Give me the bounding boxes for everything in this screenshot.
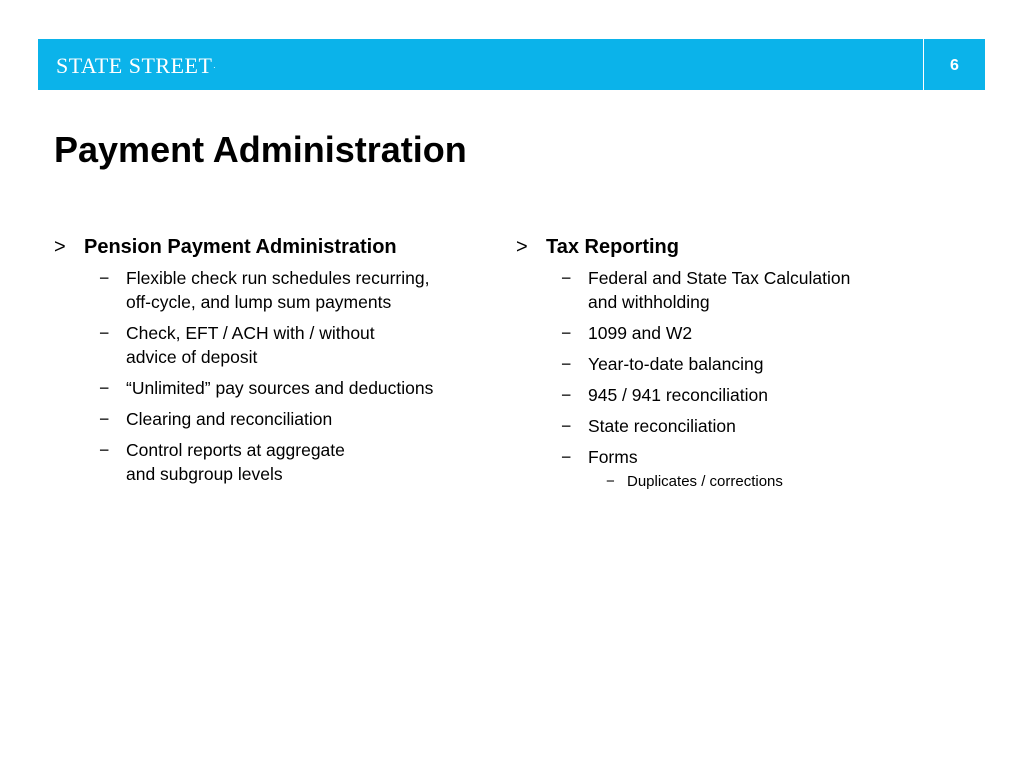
- dash-bullet-icon: −: [606, 473, 615, 490]
- item-line: 945 / 941 reconciliation: [588, 385, 768, 405]
- right-sub-list: [516, 472, 956, 492]
- header-bar: [38, 39, 985, 90]
- dash-bullet-icon: −: [561, 323, 572, 343]
- list-item: [54, 407, 494, 431]
- dash-bullet-icon: −: [99, 409, 110, 429]
- page-number: 6: [950, 57, 959, 74]
- item-line: off-cycle, and lump sum payments: [126, 292, 392, 312]
- right-heading: Tax Reporting: [546, 236, 679, 258]
- item-line: 1099 and W2: [588, 323, 693, 343]
- dash-bullet-icon: −: [561, 354, 572, 374]
- dash-bullet-icon: −: [99, 268, 110, 288]
- dash-bullet-icon: −: [561, 385, 572, 405]
- list-item: [54, 266, 494, 314]
- left-column: [54, 234, 494, 493]
- right-list: [516, 266, 956, 469]
- dash-bullet-icon: −: [99, 323, 110, 343]
- item-line: Federal and State Tax Calculation: [588, 268, 851, 288]
- dash-bullet-icon: −: [99, 378, 110, 398]
- list-item: [54, 321, 494, 369]
- list-item: [516, 445, 956, 469]
- sub-list-item: [516, 472, 956, 492]
- right-heading-row: [516, 234, 956, 262]
- left-heading-row: [54, 234, 494, 262]
- item-line: and withholding: [588, 292, 710, 312]
- brand-name: STATE STREET: [56, 53, 213, 78]
- item-line: Flexible check run schedules recurring,: [126, 268, 430, 288]
- list-item: [516, 383, 956, 407]
- list-item: [516, 321, 956, 345]
- list-item: [516, 352, 956, 376]
- chevron-bullet-icon: >: [54, 236, 66, 258]
- item-line: Check, EFT / ACH with / without: [126, 323, 375, 343]
- left-list: [54, 266, 494, 486]
- dash-bullet-icon: −: [99, 440, 110, 460]
- dash-bullet-icon: −: [561, 447, 572, 467]
- item-line: Year-to-date balancing: [588, 354, 764, 374]
- right-column: [516, 234, 956, 492]
- brand-logo: [56, 54, 216, 78]
- item-line: Control reports at aggregate: [126, 440, 345, 460]
- chevron-bullet-icon: >: [516, 236, 528, 258]
- page-title: Payment Administration: [54, 129, 467, 170]
- left-heading: Pension Payment Administration: [84, 236, 397, 258]
- brand-mark: .: [213, 61, 216, 70]
- list-item: [516, 266, 956, 314]
- item-line: and subgroup levels: [126, 464, 283, 484]
- item-line: “Unlimited” pay sources and deductions: [126, 378, 434, 398]
- item-line: Forms: [588, 447, 638, 467]
- sub-item-text: Duplicates / corrections: [627, 473, 783, 490]
- item-line: Clearing and reconciliation: [126, 409, 333, 429]
- item-line: advice of deposit: [126, 347, 258, 367]
- dash-bullet-icon: −: [561, 416, 572, 436]
- dash-bullet-icon: −: [561, 268, 572, 288]
- list-item: [54, 438, 494, 486]
- item-line: State reconciliation: [588, 416, 736, 436]
- list-item: [54, 376, 494, 400]
- list-item: [516, 414, 956, 438]
